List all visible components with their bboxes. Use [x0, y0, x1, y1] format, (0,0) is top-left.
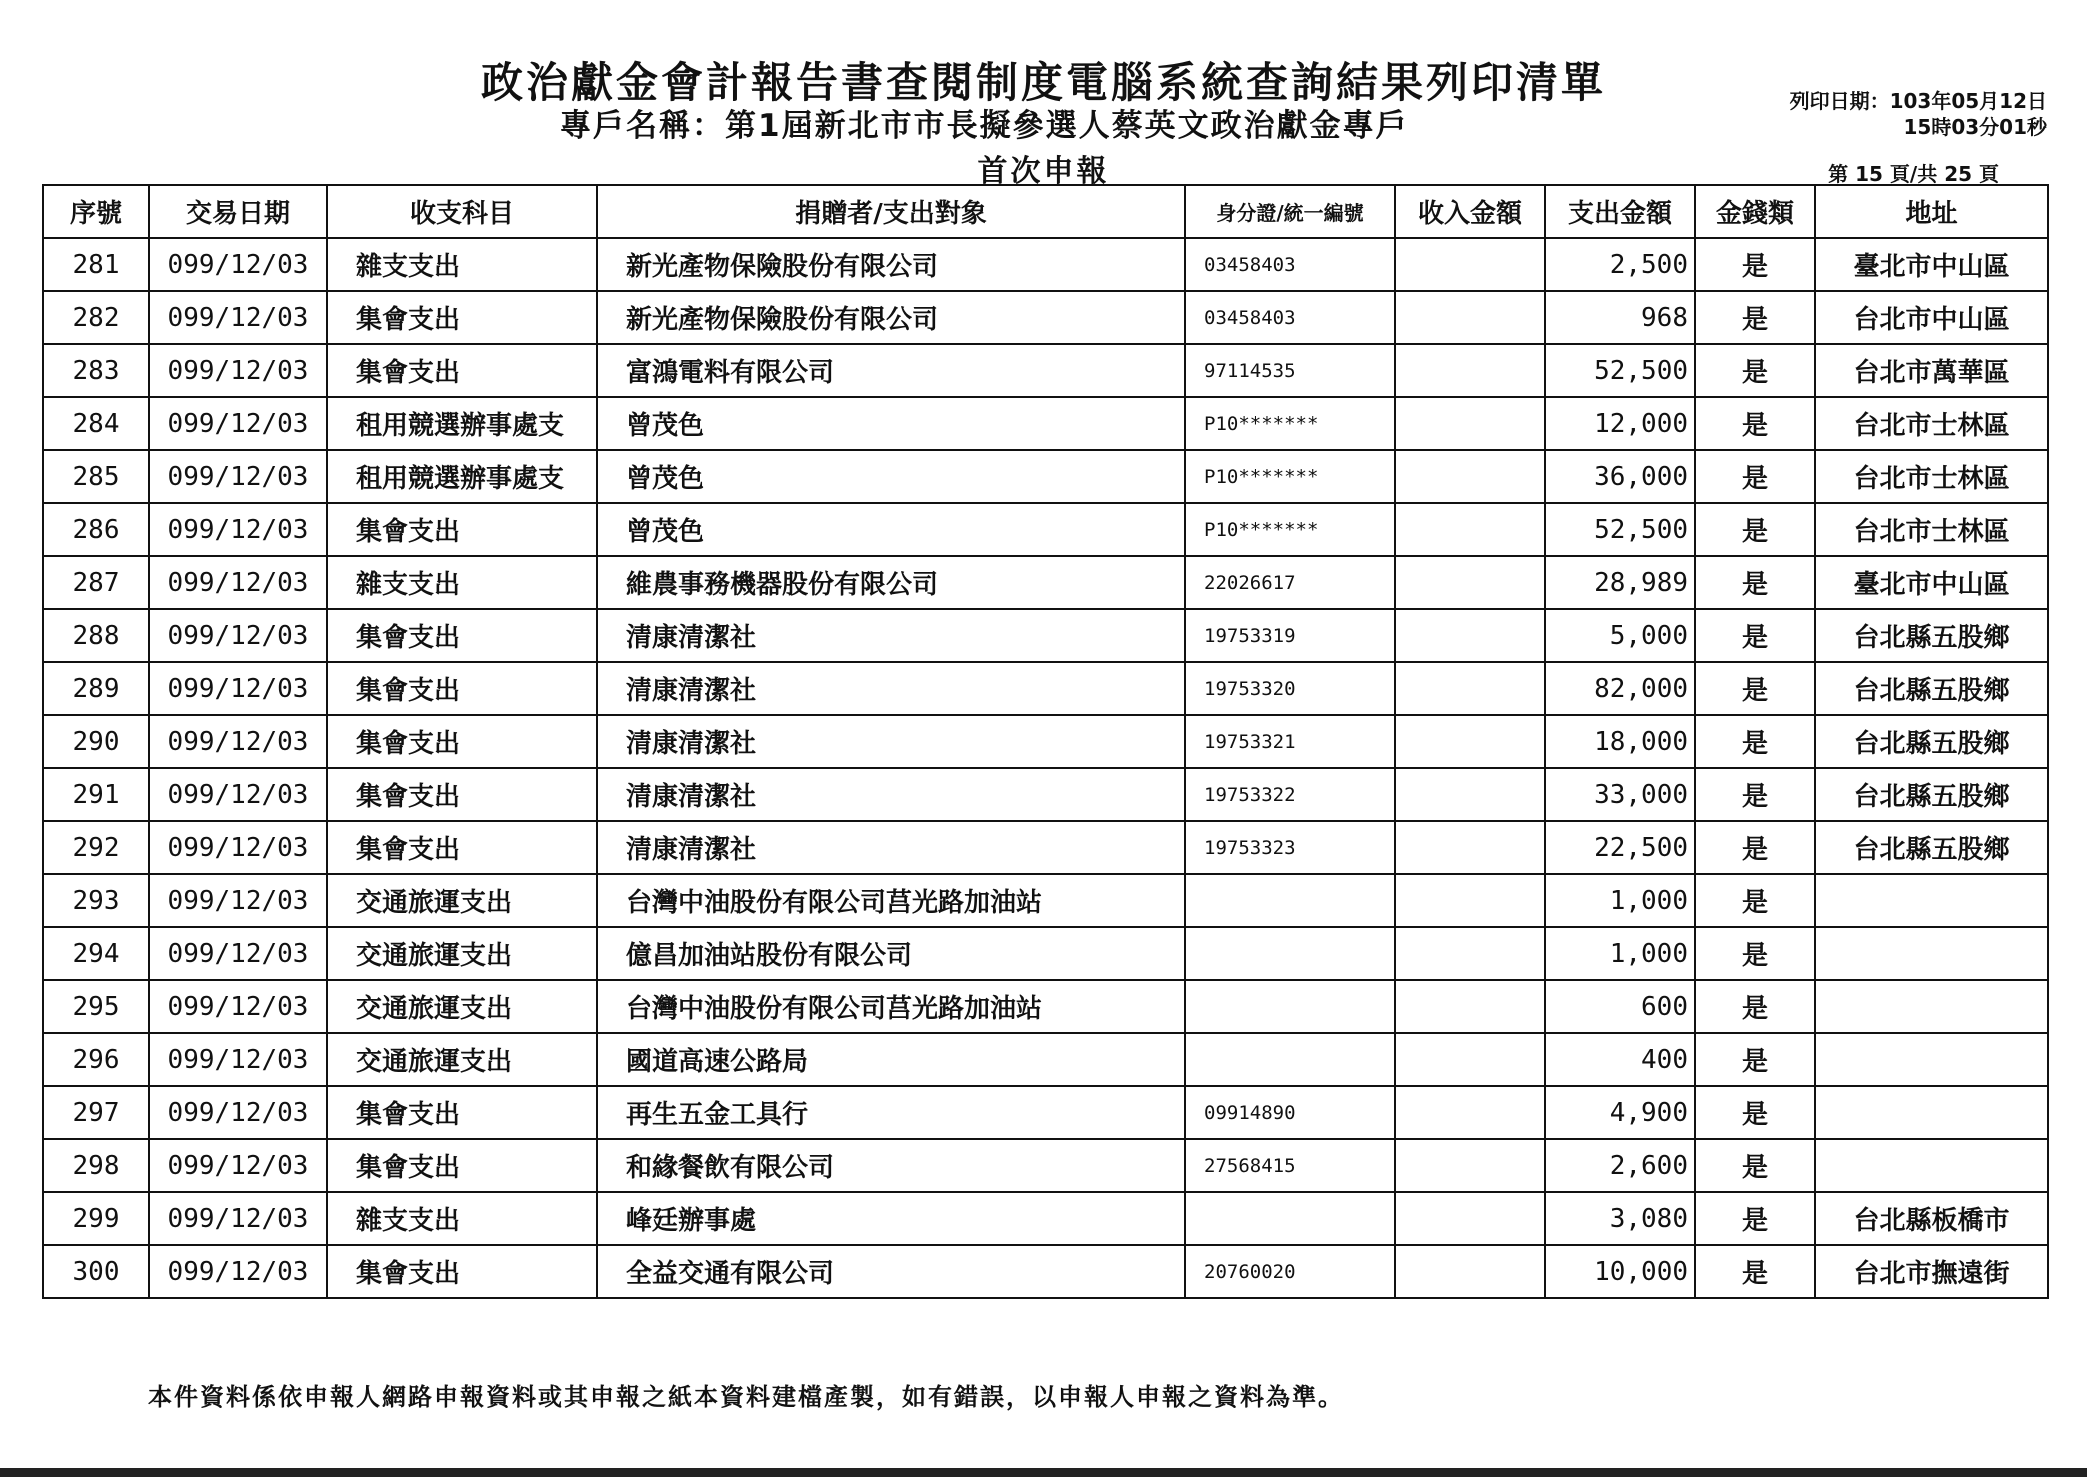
cell-income [1395, 291, 1545, 344]
cell-address: 台北市士林區 [1815, 397, 2048, 450]
cell-category: 集會支出 [327, 1139, 597, 1192]
account-name: 專戶名稱：第1屆新北市市長擬參選人蔡英文政治獻金專戶 [560, 108, 1409, 144]
cell-no: 283 [43, 344, 149, 397]
cell-date: 099/12/03 [149, 609, 327, 662]
cell-no: 285 [43, 450, 149, 503]
cell-date: 099/12/03 [149, 556, 327, 609]
cell-no: 291 [43, 768, 149, 821]
cell-id: 19753323 [1185, 821, 1395, 874]
cell-expense: 22,500 [1545, 821, 1695, 874]
cell-category: 集會支出 [327, 503, 597, 556]
cell-id [1185, 874, 1395, 927]
cell-id: 20760020 [1185, 1245, 1395, 1298]
cell-expense: 33,000 [1545, 768, 1695, 821]
cell-category: 租用競選辦事處支 [327, 397, 597, 450]
cell-cash: 是 [1695, 609, 1815, 662]
cell-payee: 新光產物保險股份有限公司 [597, 238, 1185, 291]
cell-address: 臺北市中山區 [1815, 556, 2048, 609]
col-header-payee: 捐贈者/支出對象 [597, 185, 1185, 238]
col-header-date: 交易日期 [149, 185, 327, 238]
cell-expense: 400 [1545, 1033, 1695, 1086]
cell-no: 289 [43, 662, 149, 715]
cell-category: 交通旅運支出 [327, 874, 597, 927]
table-row [43, 609, 2048, 662]
cell-category: 交通旅運支出 [327, 927, 597, 980]
cell-address: 台北縣五股鄉 [1815, 662, 2048, 715]
cell-id: P10******* [1185, 503, 1395, 556]
print-date-line2: 15時03分01秒 [1903, 115, 2047, 139]
cell-address [1815, 927, 2048, 980]
cell-date: 099/12/03 [149, 1033, 327, 1086]
cell-date: 099/12/03 [149, 397, 327, 450]
cell-cash: 是 [1695, 450, 1815, 503]
cell-category: 集會支出 [327, 768, 597, 821]
col-header-expense: 支出金額 [1545, 185, 1695, 238]
cell-no: 284 [43, 397, 149, 450]
cell-no: 298 [43, 1139, 149, 1192]
cell-id [1185, 1033, 1395, 1086]
cell-id: 09914890 [1185, 1086, 1395, 1139]
cell-payee: 億昌加油站股份有限公司 [597, 927, 1185, 980]
print-date [1790, 88, 2047, 140]
cell-date: 099/12/03 [149, 450, 327, 503]
cell-cash: 是 [1695, 715, 1815, 768]
cell-cash: 是 [1695, 768, 1815, 821]
cell-address: 台北市萬華區 [1815, 344, 2048, 397]
cell-cash: 是 [1695, 1033, 1815, 1086]
cell-id: 19753321 [1185, 715, 1395, 768]
cell-income [1395, 238, 1545, 291]
cell-address [1815, 1139, 2048, 1192]
col-header-category: 收支科目 [327, 185, 597, 238]
table-row [43, 397, 2048, 450]
footer-note: 本件資料係依申報人網路申報資料或其申報之紙本資料建檔產製，如有錯誤，以申報人申報之資料為準。 [148, 1383, 1344, 1411]
cell-cash: 是 [1695, 238, 1815, 291]
cell-id: 03458403 [1185, 238, 1395, 291]
cell-expense: 52,500 [1545, 503, 1695, 556]
col-header-no: 序號 [43, 185, 149, 238]
cell-payee: 清康清潔社 [597, 821, 1185, 874]
cell-no: 297 [43, 1086, 149, 1139]
cell-income [1395, 1139, 1545, 1192]
table-header-row [43, 185, 2048, 238]
cell-payee: 新光產物保險股份有限公司 [597, 291, 1185, 344]
col-header-id: 身分證/統一編號 [1185, 185, 1395, 238]
table-row [43, 715, 2048, 768]
cell-category: 集會支出 [327, 1086, 597, 1139]
cell-date: 099/12/03 [149, 821, 327, 874]
table-row [43, 344, 2048, 397]
cell-expense: 36,000 [1545, 450, 1695, 503]
cell-date: 099/12/03 [149, 291, 327, 344]
cell-cash: 是 [1695, 1245, 1815, 1298]
cell-cash: 是 [1695, 556, 1815, 609]
cell-date: 099/12/03 [149, 503, 327, 556]
cell-id: 27568415 [1185, 1139, 1395, 1192]
table-row [43, 662, 2048, 715]
cell-category: 集會支出 [327, 821, 597, 874]
cell-expense: 5,000 [1545, 609, 1695, 662]
table-row [43, 450, 2048, 503]
cell-expense: 968 [1545, 291, 1695, 344]
cell-expense: 18,000 [1545, 715, 1695, 768]
cell-category: 租用競選辦事處支 [327, 450, 597, 503]
col-header-income: 收入金額 [1395, 185, 1545, 238]
cell-cash: 是 [1695, 503, 1815, 556]
cell-date: 099/12/03 [149, 715, 327, 768]
cell-income [1395, 609, 1545, 662]
cell-cash: 是 [1695, 821, 1815, 874]
cell-cash: 是 [1695, 662, 1815, 715]
cell-address: 台北市士林區 [1815, 503, 2048, 556]
cell-payee: 清康清潔社 [597, 768, 1185, 821]
cell-expense: 2,500 [1545, 238, 1695, 291]
cell-id: 22026617 [1185, 556, 1395, 609]
cell-address [1815, 874, 2048, 927]
cell-cash: 是 [1695, 1192, 1815, 1245]
cell-expense: 1,000 [1545, 927, 1695, 980]
cell-category: 雜支支出 [327, 1192, 597, 1245]
cell-id: 19753320 [1185, 662, 1395, 715]
table-row [43, 291, 2048, 344]
cell-expense: 1,000 [1545, 874, 1695, 927]
cell-income [1395, 503, 1545, 556]
table-row [43, 556, 2048, 609]
cell-payee: 富鴻電料有限公司 [597, 344, 1185, 397]
cell-payee: 國道高速公路局 [597, 1033, 1185, 1086]
cell-income [1395, 397, 1545, 450]
cell-no: 296 [43, 1033, 149, 1086]
cell-id [1185, 1192, 1395, 1245]
cell-payee: 台灣中油股份有限公司莒光路加油站 [597, 980, 1185, 1033]
cell-date: 099/12/03 [149, 768, 327, 821]
cell-date: 099/12/03 [149, 980, 327, 1033]
cell-id: P10******* [1185, 397, 1395, 450]
cell-no: 299 [43, 1192, 149, 1245]
cell-no: 295 [43, 980, 149, 1033]
cell-expense: 3,080 [1545, 1192, 1695, 1245]
cell-date: 099/12/03 [149, 874, 327, 927]
cell-income [1395, 768, 1545, 821]
cell-address: 台北市撫遠街 [1815, 1245, 2048, 1298]
cell-income [1395, 344, 1545, 397]
cell-category: 集會支出 [327, 715, 597, 768]
cell-income [1395, 715, 1545, 768]
cell-address: 臺北市中山區 [1815, 238, 2048, 291]
cell-expense: 4,900 [1545, 1086, 1695, 1139]
cell-no: 300 [43, 1245, 149, 1298]
cell-income [1395, 1245, 1545, 1298]
cell-date: 099/12/03 [149, 1086, 327, 1139]
table-row [43, 1245, 2048, 1298]
cell-cash: 是 [1695, 291, 1815, 344]
cell-cash: 是 [1695, 927, 1815, 980]
cell-id [1185, 980, 1395, 1033]
cell-no: 286 [43, 503, 149, 556]
cell-payee: 和緣餐飲有限公司 [597, 1139, 1185, 1192]
cell-payee: 曾茂色 [597, 450, 1185, 503]
cell-date: 099/12/03 [149, 1192, 327, 1245]
cell-no: 294 [43, 927, 149, 980]
cell-payee: 清康清潔社 [597, 715, 1185, 768]
cell-payee: 台灣中油股份有限公司莒光路加油站 [597, 874, 1185, 927]
table-row [43, 927, 2048, 980]
cell-payee: 全益交通有限公司 [597, 1245, 1185, 1298]
cell-cash: 是 [1695, 874, 1815, 927]
cell-income [1395, 874, 1545, 927]
table-row [43, 238, 2048, 291]
cell-date: 099/12/03 [149, 1245, 327, 1298]
cell-id: 19753319 [1185, 609, 1395, 662]
cell-payee: 峰廷辦事處 [597, 1192, 1185, 1245]
cell-category: 集會支出 [327, 609, 597, 662]
cell-no: 290 [43, 715, 149, 768]
table-row [43, 1033, 2048, 1086]
cell-cash: 是 [1695, 1139, 1815, 1192]
cell-address: 台北市士林區 [1815, 450, 2048, 503]
cell-cash: 是 [1695, 980, 1815, 1033]
table-row [43, 1086, 2048, 1139]
ledger-table [42, 184, 2049, 1299]
cell-category: 交通旅運支出 [327, 980, 597, 1033]
cell-payee: 清康清潔社 [597, 662, 1185, 715]
cell-no: 293 [43, 874, 149, 927]
cell-address: 台北縣五股鄉 [1815, 609, 2048, 662]
cell-address [1815, 1033, 2048, 1086]
cell-date: 099/12/03 [149, 927, 327, 980]
cell-category: 雜支支出 [327, 238, 597, 291]
cell-expense: 82,000 [1545, 662, 1695, 715]
cell-category: 雜支支出 [327, 556, 597, 609]
cell-date: 099/12/03 [149, 662, 327, 715]
col-header-cash: 金錢類 [1695, 185, 1815, 238]
table-body [43, 238, 2048, 1298]
table-row [43, 503, 2048, 556]
cell-category: 交通旅運支出 [327, 1033, 597, 1086]
bottom-rule [0, 1468, 2087, 1477]
cell-no: 288 [43, 609, 149, 662]
cell-cash: 是 [1695, 397, 1815, 450]
cell-income [1395, 980, 1545, 1033]
cell-payee: 再生五金工具行 [597, 1086, 1185, 1139]
cell-income [1395, 1086, 1545, 1139]
cell-payee: 曾茂色 [597, 503, 1185, 556]
cell-id: 97114535 [1185, 344, 1395, 397]
page-info: 第 15 頁/共 25 頁 [1828, 162, 1999, 186]
cell-date: 099/12/03 [149, 1139, 327, 1192]
table-row [43, 1192, 2048, 1245]
cell-payee: 維農事務機器股份有限公司 [597, 556, 1185, 609]
cell-address: 台北縣板橋市 [1815, 1192, 2048, 1245]
table-row [43, 1139, 2048, 1192]
cell-category: 集會支出 [327, 291, 597, 344]
cell-income [1395, 927, 1545, 980]
cell-income [1395, 821, 1545, 874]
cell-category: 集會支出 [327, 344, 597, 397]
cell-cash: 是 [1695, 344, 1815, 397]
cell-address: 台北縣五股鄉 [1815, 821, 2048, 874]
cell-category: 集會支出 [327, 662, 597, 715]
cell-expense: 12,000 [1545, 397, 1695, 450]
page-title: 政治獻金會計報告書查閱制度電腦系統查詢結果列印清單 [480, 58, 1606, 107]
cell-income [1395, 1192, 1545, 1245]
cell-expense: 28,989 [1545, 556, 1695, 609]
cell-no: 287 [43, 556, 149, 609]
cell-no: 292 [43, 821, 149, 874]
cell-payee: 曾茂色 [597, 397, 1185, 450]
cell-date: 099/12/03 [149, 344, 327, 397]
cell-income [1395, 556, 1545, 609]
cell-no: 281 [43, 238, 149, 291]
cell-expense: 52,500 [1545, 344, 1695, 397]
cell-id: 03458403 [1185, 291, 1395, 344]
print-date-line1: 列印日期：103年05月12日 [1789, 89, 2047, 113]
cell-address: 台北縣五股鄉 [1815, 768, 2048, 821]
cell-date: 099/12/03 [149, 238, 327, 291]
cell-address [1815, 1086, 2048, 1139]
cell-id [1185, 927, 1395, 980]
cell-payee: 清康清潔社 [597, 609, 1185, 662]
table-row [43, 980, 2048, 1033]
cell-address: 台北縣五股鄉 [1815, 715, 2048, 768]
col-header-address: 地址 [1815, 185, 2048, 238]
report-type: 首次申報 [977, 154, 1110, 189]
table-row [43, 874, 2048, 927]
cell-address [1815, 980, 2048, 1033]
cell-expense: 600 [1545, 980, 1695, 1033]
cell-expense: 2,600 [1545, 1139, 1695, 1192]
cell-cash: 是 [1695, 1086, 1815, 1139]
table-row [43, 768, 2048, 821]
cell-address: 台北市中山區 [1815, 291, 2048, 344]
cell-id: 19753322 [1185, 768, 1395, 821]
cell-income [1395, 662, 1545, 715]
cell-expense: 10,000 [1545, 1245, 1695, 1298]
cell-no: 282 [43, 291, 149, 344]
cell-income [1395, 450, 1545, 503]
cell-category: 集會支出 [327, 1245, 597, 1298]
table-row [43, 821, 2048, 874]
cell-income [1395, 1033, 1545, 1086]
cell-id: P10******* [1185, 450, 1395, 503]
